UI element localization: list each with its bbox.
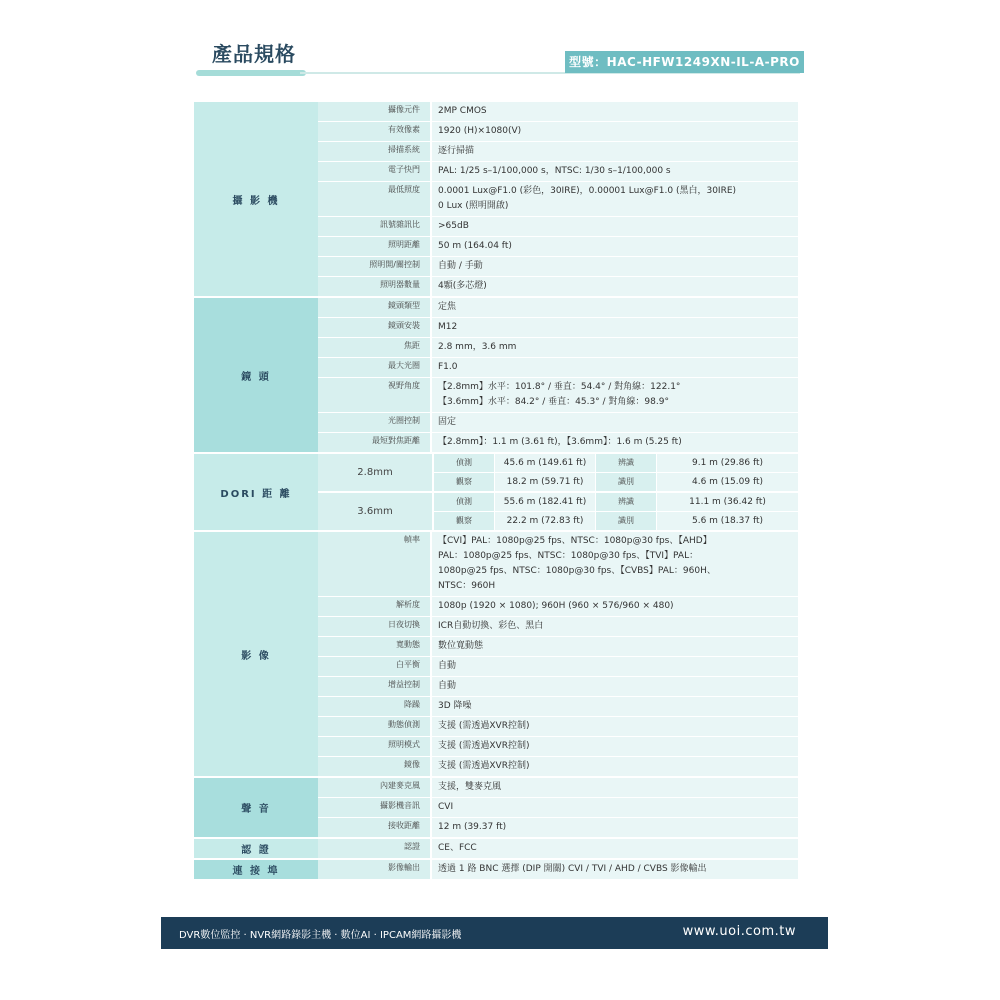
spec-label: 降躁 [318,697,432,716]
footer-categories: DVR數位監控 · NVR網路錄影主機 · 數位AI · IPCAM網路攝影機 [179,930,462,941]
spec-group [194,860,798,881]
footer-website: www.uoi.com.tw [682,924,796,939]
dori-metric-label: 辨識 [596,493,657,511]
spec-row [318,818,798,837]
spec-value-line: 【2.8mm】：1.1 m (3.61 ft)，【3.6mm】：1.6 m (5.25 ft) [438,437,682,447]
spec-row [318,338,798,358]
dori-rows [318,454,798,530]
spec-value-line: 【CVI】PAL：1080p@25 fps、NTSC：1080p@30 fps、【AHD】 [438,536,712,546]
spec-label: 電子快門 [318,162,432,181]
dori-metric-label: 觀察 [434,473,495,491]
spec-label: 有效像素 [318,122,432,141]
spec-row [318,433,798,452]
spec-value-line: CVI [438,802,454,812]
dori-line [434,473,798,491]
category-label: DORI 距 離 [194,454,318,530]
dori-group [194,454,798,532]
spec-value [432,413,798,432]
spec-label: 動態偵測 [318,717,432,736]
spec-label: 解析度 [318,597,432,616]
spec-value [432,182,798,216]
spec-value-line: 1080p@25 fps、NTSC：1080p@30 fps、【CVBS】PAL：960H、 [438,566,716,576]
category-label: 聲 音 [194,778,318,837]
spec-row [318,162,798,182]
spec-label: 焦距 [318,338,432,357]
spec-value-line: 透過 1 路 BNC 選擇 (DIP 開關) CVI / TVI / AHD / CVBS 影像輸出 [438,864,707,874]
spec-value-line: 逐行掃描 [438,146,475,156]
dori-metric-value: 45.6 m (149.61 ft) [495,454,596,472]
spec-row [318,737,798,757]
spec-row [318,778,798,798]
spec-value [432,597,798,616]
spec-label: 增益控制 [318,677,432,696]
spec-row [318,237,798,257]
spec-rows [318,860,798,879]
spec-label: 鏡像 [318,757,432,776]
spec-label: 幀率 [318,532,432,596]
spec-value [432,318,798,337]
spec-value [432,737,798,756]
spec-value-line: 自動 [438,681,457,691]
spec-label: 光圈控制 [318,413,432,432]
spec-value-line: 2MP CMOS [438,106,487,116]
category-label: 鏡 頭 [194,298,318,452]
spec-row [318,358,798,378]
spec-label: 最短對焦距離 [318,433,432,452]
spec-value [432,717,798,736]
spec-row [318,102,798,122]
spec-row [318,839,798,858]
spec-label: 最低照度 [318,182,432,216]
spec-label: 白平衡 [318,657,432,676]
dori-metric-label: 觀察 [434,512,495,530]
spec-value-line: CE、FCC [438,843,477,853]
spec-value [432,277,798,296]
spec-value-line: 支援 (需透過XVR控制) [438,721,530,731]
spec-value-line: F1.0 [438,362,458,372]
spec-row [318,697,798,717]
spec-row [318,532,798,597]
spec-value [432,657,798,676]
spec-label: 內建麥克風 [318,778,432,797]
spec-value-line: 1920 (H)×1080(V) [438,126,522,136]
spec-value [432,798,798,817]
spec-row [318,757,798,776]
spec-value [432,162,798,181]
spec-row [318,318,798,338]
spec-value [432,839,798,858]
spec-row [318,182,798,217]
spec-value-line: 固定 [438,417,457,427]
spec-row [318,657,798,677]
spec-row [318,298,798,318]
spec-group [194,532,798,778]
spec-rows [318,298,798,452]
model-badge: 型號：HAC-HFW1249XN-IL-A-PRO [565,51,804,73]
spec-label: 掃描系統 [318,142,432,161]
dori-lens-block [318,493,798,530]
dori-lens-label: 3.6mm [318,493,434,530]
dori-line [434,512,798,530]
spec-value-line: ICR自動切換、彩色、黑白 [438,621,544,631]
spec-value [432,637,798,656]
spec-value-line: 支援 (需透過XVR控制) [438,741,530,751]
spec-row [318,597,798,617]
spec-value-line: 【3.6mm】水平：84.2° / 垂直：45.3° / 對角線：98.9° [438,397,669,407]
spec-group [194,102,798,298]
dori-metric-value: 4.6 m (15.09 ft) [657,473,798,491]
spec-table [194,102,798,881]
spec-value-line: 支援 (需透過XVR控制) [438,761,530,771]
spec-label: 認證 [318,839,432,858]
dori-metric-value: 22.2 m (72.83 ft) [495,512,596,530]
spec-row [318,677,798,697]
spec-value [432,257,798,276]
spec-label: 照明模式 [318,737,432,756]
spec-label: 最大光圈 [318,358,432,377]
spec-value [432,217,798,236]
spec-value [432,102,798,121]
spec-row [318,122,798,142]
spec-value-line: NTSC：960H [438,581,496,591]
dori-metric-label: 辨識 [596,454,657,472]
dori-lens-label: 2.8mm [318,454,434,491]
category-label: 攝 影 機 [194,102,318,296]
dori-metric-label: 識別 [596,473,657,491]
spec-value-line: PAL: 1/25 s–1/100,000 s，NTSC: 1/30 s–1/100,000 s [438,166,671,176]
spec-value [432,757,798,776]
spec-value [432,532,798,596]
spec-value-line: 數位寬動態 [438,641,484,651]
spec-label: 照明距離 [318,237,432,256]
spec-value-line: 【2.8mm】水平：101.8° / 垂直：54.4° / 對角線：122.1° [438,382,681,392]
spec-rows [318,778,798,837]
spec-value [432,142,798,161]
spec-value [432,778,798,797]
dori-metric-value: 5.6 m (18.37 ft) [657,512,798,530]
dori-metric-value: 18.2 m (59.71 ft) [495,473,596,491]
dori-line [434,493,798,512]
spec-label: 影像輸出 [318,860,432,879]
dori-metric-label: 偵測 [434,493,495,511]
spec-value-line: 自動 [438,661,457,671]
spec-rows [318,839,798,858]
spec-value-line: 2.8 mm，3.6 mm [438,342,517,352]
footer-bar [161,917,828,949]
spec-row [318,142,798,162]
dori-metric-value: 9.1 m (29.86 ft) [657,454,798,472]
spec-row [318,798,798,818]
spec-rows [318,102,798,296]
dori-lens-block [318,454,798,493]
spec-value-line: 定焦 [438,302,457,312]
spec-row [318,413,798,433]
title-underline [196,70,306,76]
spec-row [318,637,798,657]
spec-value-line: 0 Lux (照明開啟) [438,201,509,211]
spec-group [194,778,798,839]
spec-row [318,257,798,277]
spec-label: 鏡頭類型 [318,298,432,317]
spec-label: 照明開/關控制 [318,257,432,276]
category-label: 影 像 [194,532,318,776]
dori-metric-value: 11.1 m (36.42 ft) [657,493,798,511]
spec-value-line: M12 [438,322,458,332]
spec-value [432,338,798,357]
dori-metric-label: 識別 [596,512,657,530]
dori-grid [434,454,798,491]
spec-value [432,433,798,452]
dori-metric-label: 偵測 [434,454,495,472]
spec-value-line: 50 m (164.04 ft) [438,241,512,251]
dori-metric-value: 55.6 m (182.41 ft) [495,493,596,511]
spec-value [432,358,798,377]
spec-row [318,717,798,737]
spec-value-line: 4顆(多芯燈) [438,281,487,291]
spec-label: 照明器數量 [318,277,432,296]
dori-line [434,454,798,473]
spec-value [432,677,798,696]
spec-row [318,217,798,237]
spec-value [432,378,798,412]
spec-value-line: >65dB [438,221,469,231]
spec-value-line: 0.0001 Lux@F1.0 (彩色，30IRE)，0.00001 Lux@F1.0 (黑白，30IRE) [438,186,737,196]
spec-value [432,617,798,636]
spec-value-line: 支援，雙麥克風 [438,782,502,792]
spec-group [194,298,798,454]
spec-label: 攝影機音訊 [318,798,432,817]
spec-row [318,378,798,413]
page-title: 產品規格 [212,42,296,66]
spec-value [432,237,798,256]
spec-label: 訊號雜訊比 [318,217,432,236]
spec-value [432,818,798,837]
spec-label: 寬動態 [318,637,432,656]
spec-label: 攝像元件 [318,102,432,121]
spec-label: 鏡頭安裝 [318,318,432,337]
spec-row [318,860,798,879]
spec-row [318,617,798,637]
dori-grid [434,493,798,530]
spec-value [432,122,798,141]
spec-rows [318,532,798,776]
spec-group [194,839,798,860]
spec-value-line: 自動 / 手動 [438,261,483,271]
spec-value [432,860,798,879]
spec-value-line: 12 m (39.37 ft) [438,822,507,832]
category-label: 認 證 [194,839,318,858]
spec-value [432,298,798,317]
spec-label: 日夜切換 [318,617,432,636]
spec-value-line: 1080p (1920 × 1080); 960H (960 × 576/960 × 480) [438,601,674,611]
category-label: 連 接 埠 [194,860,318,879]
spec-value-line: PAL：1080p@25 fps、NTSC：1080p@30 fps、【TVI】PAL： [438,551,699,561]
spec-label: 視野角度 [318,378,432,412]
spec-row [318,277,798,296]
spec-value [432,697,798,716]
spec-label: 接收距離 [318,818,432,837]
spec-value-line: 3D 降噪 [438,701,472,711]
